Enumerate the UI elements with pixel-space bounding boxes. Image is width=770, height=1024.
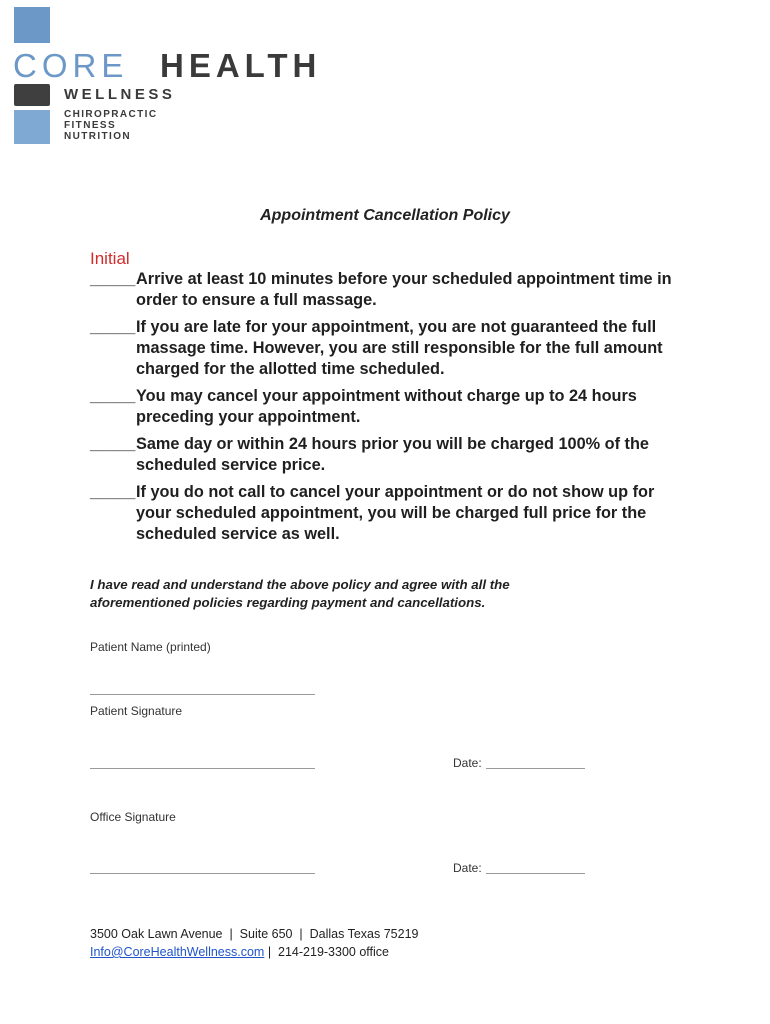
policy-text: Arrive at least 10 minutes before your scheduled appointment time in order to ensure a full massage. [136,270,672,309]
logo-square-top [14,7,50,43]
policy-item [90,317,690,380]
policy-text: If you are late for your appointment, you are not guaranteed the full massage time. However, you are still responsible for the full amount charged for the allotted time scheduled. [136,318,663,378]
company-logo [0,0,400,160]
policy-item [90,269,690,311]
logo-wellness-text: WELLNESS [64,86,176,103]
patient-signature-line[interactable] [90,768,315,769]
initial-blank[interactable]: _____ [90,270,136,288]
patient-date-label: Date: [453,756,482,770]
footer-address: 3500 Oak Lawn Avenue | Suite 650 | Dallas Texas 75219 [90,927,419,941]
footer-contact [90,943,418,961]
patient-signature-label: Patient Signature [90,704,183,718]
policy-text: If you do not call to cancel your appointment or do not show up for your scheduled appointment, you will be charged full price for the scheduled service as well. [136,483,655,543]
patient-name-label: Patient Name (printed) [90,640,211,654]
office-signature-line[interactable] [90,873,315,874]
footer [90,925,418,961]
office-signature-label: Office Signature [90,810,176,824]
patient-name-line[interactable] [90,694,315,695]
email-link[interactable]: Info@CoreHealthWellness.com [90,945,265,959]
agreement-statement: I have read and understand the above policy and agree with all the aforementioned policies regarding payment and cancellations. [90,577,510,610]
policy-item [90,434,690,476]
logo-health-text: HEALTH [160,47,322,84]
initial-blank[interactable]: _____ [90,435,136,453]
logo-services [64,109,157,142]
logo-square-bottom [14,110,50,144]
document-title: Appointment Cancellation Policy [260,207,510,224]
initial-label: Initial [90,249,130,268]
initial-blank[interactable]: _____ [90,387,136,405]
logo-service-nutrition: NUTRITION [64,131,132,142]
policy-item [90,386,690,428]
office-date-label: Date: [453,861,482,875]
footer-phone: | 214-219-3300 office [267,945,389,959]
initial-blank[interactable]: _____ [90,318,136,336]
patient-date-line[interactable] [486,768,585,769]
logo-square-middle [14,84,50,106]
policy-item [90,482,690,545]
logo-service-chiropractic: CHIROPRACTIC [64,109,158,120]
policy-list [90,269,690,551]
initial-blank[interactable]: _____ [90,483,136,501]
policy-text: You may cancel your appointment without charge up to 24 hours preceding your appointment. [136,387,637,426]
logo-core-text: CORE [13,47,129,84]
logo-service-fitness: FITNESS [64,120,117,131]
policy-text: Same day or within 24 hours prior you will be charged 100% of the scheduled service price. [136,435,649,474]
office-date-line[interactable] [486,873,585,874]
